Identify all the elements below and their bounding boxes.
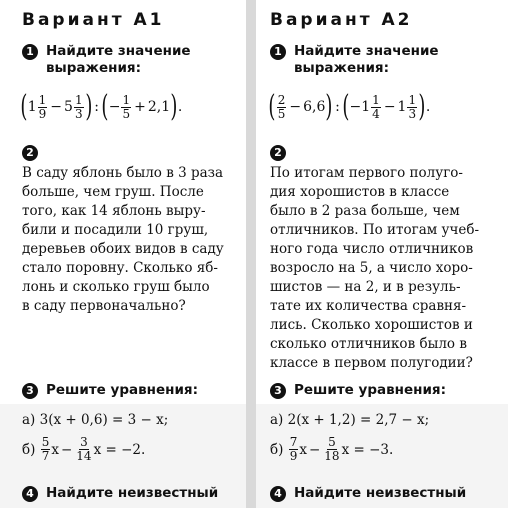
task1-title: Найдите значение выражения: bbox=[294, 43, 439, 76]
variant-a1-column bbox=[0, 0, 246, 508]
task3-number-badge: 3 bbox=[270, 383, 286, 399]
task1-number-badge: 1 bbox=[22, 44, 38, 60]
task2-text: В саду яблонь было в 3 раза больше, чем груш. После того, как 14 яблонь выру- били и посадили 10 груш, деревьев обоих видов в саду стало поровну. Сколько яб- лонь и сколько груш было в саду первоначально? bbox=[22, 165, 224, 314]
task1-title: Найдите значение выражения: bbox=[46, 43, 191, 76]
task2-number-badge: 2 bbox=[22, 145, 38, 161]
task2-number-badge: 2 bbox=[270, 145, 286, 161]
task3-number-badge: 3 bbox=[22, 383, 38, 399]
task3-title: Решите уравнения: bbox=[294, 382, 446, 398]
variant-a2-header: Вариант А2 bbox=[270, 10, 413, 30]
task3-equation-b: б) $\frac{5}{7}$ x − $\frac{3}{14}$ x = −2. bbox=[22, 435, 146, 463]
column-divider bbox=[246, 0, 256, 508]
task3-equation-a: а) 3(x + 0,6) = 3 − x; bbox=[22, 412, 169, 428]
task1-expression: ( $\frac{2}{5}$ − 6,6 ) : ( − 1 $\frac{1}{4}$ − 1 $\frac{1}{3}$ ) . bbox=[268, 89, 431, 124]
task1-number-badge: 1 bbox=[270, 44, 286, 60]
task3-equation-b: б) $\frac{7}{9}$ x − $\frac{5}{18}$ x = −3. bbox=[270, 435, 394, 463]
variant-a2-column bbox=[256, 0, 508, 508]
task4-number-badge: 4 bbox=[22, 486, 38, 502]
task1-expression: ( 1 $\frac{1}{9}$ − 5 $\frac{1}{3}$ ) : ( − $\frac{1}{5}$ + 2,1 ) . bbox=[20, 89, 183, 124]
task4-title: Найдите неизвестный bbox=[46, 485, 219, 501]
variant-a1-header: Вариант А1 bbox=[22, 10, 165, 30]
task3-equation-a: а) 2(x + 1,2) = 2,7 − x; bbox=[270, 412, 430, 428]
task3-title: Решите уравнения: bbox=[46, 382, 198, 398]
task4-number-badge: 4 bbox=[270, 486, 286, 502]
task4-title: Найдите неизвестный bbox=[294, 485, 467, 501]
task2-text: По итогам первого полуго- дия хорошистов в классе было в 2 раза больше, чем отличников. По итогам учеб- ного года число отличников возросло на 5, а число хоро- шистов — на 2, и в резуль- тате их количества сравня- лись. Сколько хорошистов и сколько отличников было в классе в первом полугодии? bbox=[270, 165, 480, 371]
